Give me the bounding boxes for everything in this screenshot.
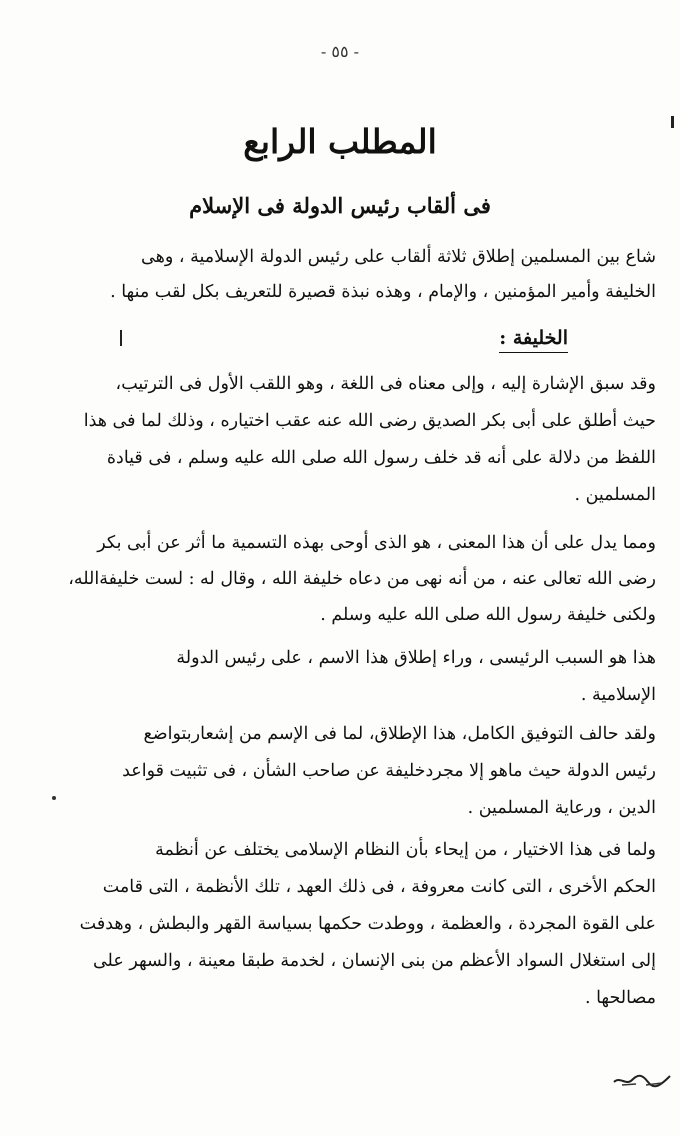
text-line: ومما يدل على أن هذا المعنى ، هو الذى أوحى بهذه التسمية ما أثر عن أبى بكر <box>97 533 656 553</box>
text-line: الإسلامية . <box>580 685 656 705</box>
text-line: ولكنى خليفة رسول الله صلى الله عليه وسلم . <box>320 605 656 625</box>
section-title: المطلب الرابع <box>243 122 437 161</box>
paragraph-intro <box>26 240 656 310</box>
text-line: الخليفة وأمير المؤمنين ، والإمام ، وهذه نبذة قصيرة للتعريف بكل لقب منها . <box>110 282 656 302</box>
page-number: - ٥٥ - <box>320 42 360 61</box>
paragraph-other-systems <box>26 832 656 1017</box>
text-line: على القوة المجردة ، والعظمة ، ووطدت حكمها بسياسة القهر والبطش ، وهدفت <box>79 914 656 934</box>
paragraph-abu-bakr <box>26 525 656 633</box>
text-line: شاع بين المسلمين إطلاق ثلاثة ألقاب على رئيس الدولة الإسلامية ، وهى <box>141 247 656 267</box>
text-line: إلى استغلال السواد الأعظم من بنى الإنسان ، لخدمة طبقا معينة ، والسهر على <box>92 951 656 971</box>
subheading-khalifa: الخليفة : <box>499 326 568 353</box>
text-line: هذا هو السبب الرئيسى ، وراء إطلاق هذا الاسم ، على رئيس الدولة <box>176 648 656 668</box>
text-line: ولقد حالف التوفيق الكامل، هذا الإطلاق، لما فى الإسم من إشعاربتواضع <box>143 724 656 744</box>
text-line: رضى الله تعالى عنه ، من أنه نهى من دعاه خليفة الله ، وقال له : لست خليفةالله، <box>68 569 656 589</box>
paragraph-main-reason <box>26 640 656 714</box>
handwritten-scribble <box>612 1068 674 1092</box>
text-line: الحكم الأخرى ، التى كانت معروفة ، فى ذلك العهد ، تلك الأنظمة ، التى قامت <box>102 877 656 897</box>
text-line: الدين ، ورعاية المسلمين . <box>467 798 656 818</box>
paragraph-khalifa-origin <box>26 366 656 514</box>
margin-dot <box>52 796 56 800</box>
text-line: رئيس الدولة حيث ماهو إلا مجردخليفة عن صاحب الشأن ، فى تثبيت قواعد <box>122 761 656 781</box>
text-line: حيث أطلق على أبى بكر الصديق رضى الله عنه عقب اختياره ، وذلك لما فى هذا <box>83 411 656 431</box>
text-line: المسلمين . <box>574 485 656 505</box>
text-line: ولما فى هذا الاختيار ، من إيحاء بأن النظام الإسلامى يختلف عن أنظمة <box>155 840 656 860</box>
text-line: وقد سبق الإشارة إليه ، وإلى معناه فى اللغة ، وهو اللقب الأول فى الترتيب، <box>115 374 656 394</box>
text-line: مصالحها . <box>584 988 656 1008</box>
margin-mark <box>120 330 122 346</box>
paragraph-humility <box>26 716 656 827</box>
text-line: اللفظ من دلالة على أنه قد خلف رسول الله صلى الله عليه وسلم ، فى قيادة <box>106 448 656 468</box>
section-subtitle: فى ألقاب رئيس الدولة فى الإسلام <box>189 193 491 218</box>
